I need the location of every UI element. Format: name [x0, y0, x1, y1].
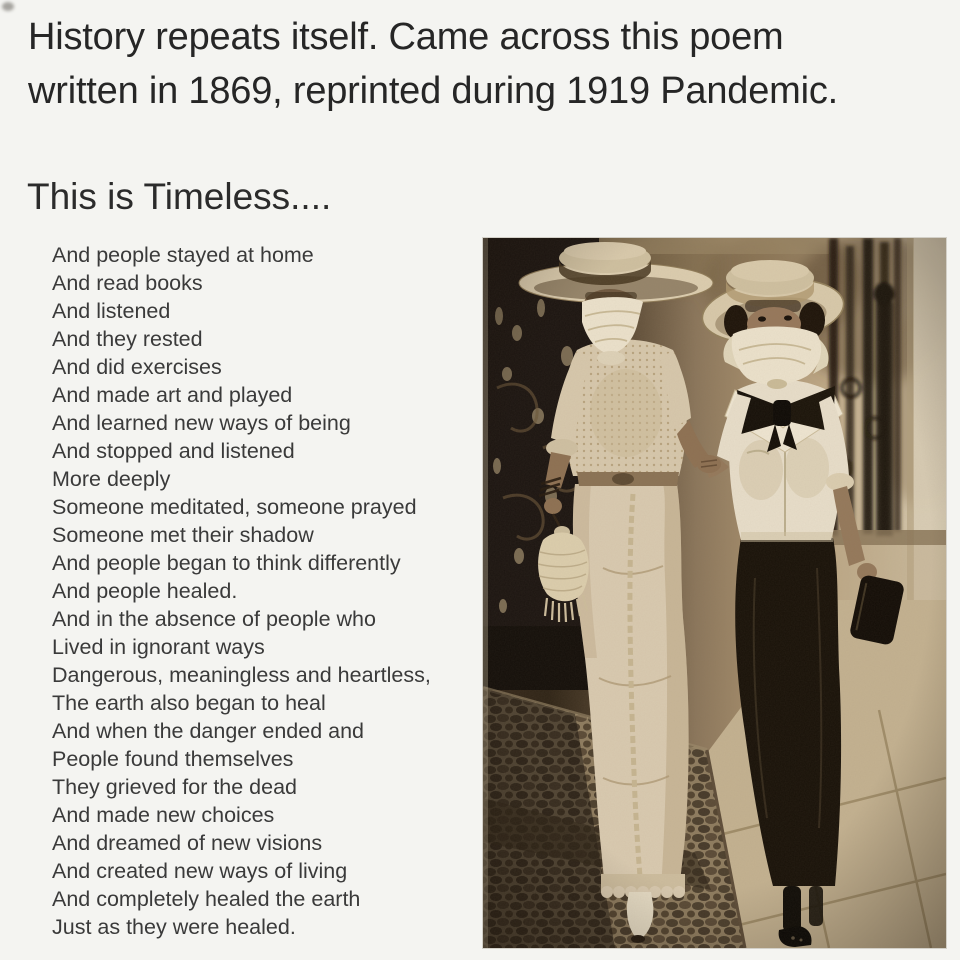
poem-line: And created new ways of living — [52, 859, 348, 883]
poem-line: And in the absence of people who — [52, 607, 376, 631]
poem-line: And listened — [52, 299, 171, 323]
subtitle: This is Timeless.... — [27, 176, 332, 217]
poem-line: And people stayed at home — [52, 243, 314, 267]
poem-line: Someone met their shadow — [52, 523, 314, 547]
poem-line: More deeply — [52, 467, 171, 491]
poem-line: And learned new ways of being — [52, 411, 351, 435]
poem-line: And they rested — [52, 327, 203, 351]
poem-line: Lived in ignorant ways — [52, 635, 265, 659]
poem-line: People found themselves — [52, 747, 294, 771]
poem-line: And read books — [52, 271, 203, 295]
poem-line: Just as they were healed. — [52, 915, 296, 939]
poem-line: Dangerous, meaningless and heartless, — [52, 663, 431, 687]
poem — [52, 241, 431, 941]
headline-line-1: History repeats itself. Came across this poem — [28, 16, 784, 58]
corner-smudge — [2, 2, 14, 11]
poem-line: The earth also began to heal — [52, 691, 326, 715]
poem-line: And people began to think differently — [52, 551, 401, 575]
poem-line: And made art and played — [52, 383, 293, 407]
poem-line: And when the danger ended and — [52, 719, 365, 743]
poem-line: And made new choices — [52, 803, 275, 827]
poem-line: And completely healed the earth — [52, 887, 361, 911]
vintage-pandemic-photo — [483, 238, 946, 948]
poem-line: And dreamed of new visions — [52, 831, 323, 855]
poem-line: And did exercises — [52, 355, 222, 379]
headline-line-2: written in 1869, reprinted during 1919 Pandemic. — [28, 70, 839, 112]
poem-line: They grieved for the dead — [52, 775, 298, 799]
poem-line: And stopped and listened — [52, 439, 295, 463]
poem-line: Someone meditated, someone prayed — [52, 495, 417, 519]
poem-line: And people healed. — [52, 579, 238, 603]
headline — [28, 10, 838, 118]
